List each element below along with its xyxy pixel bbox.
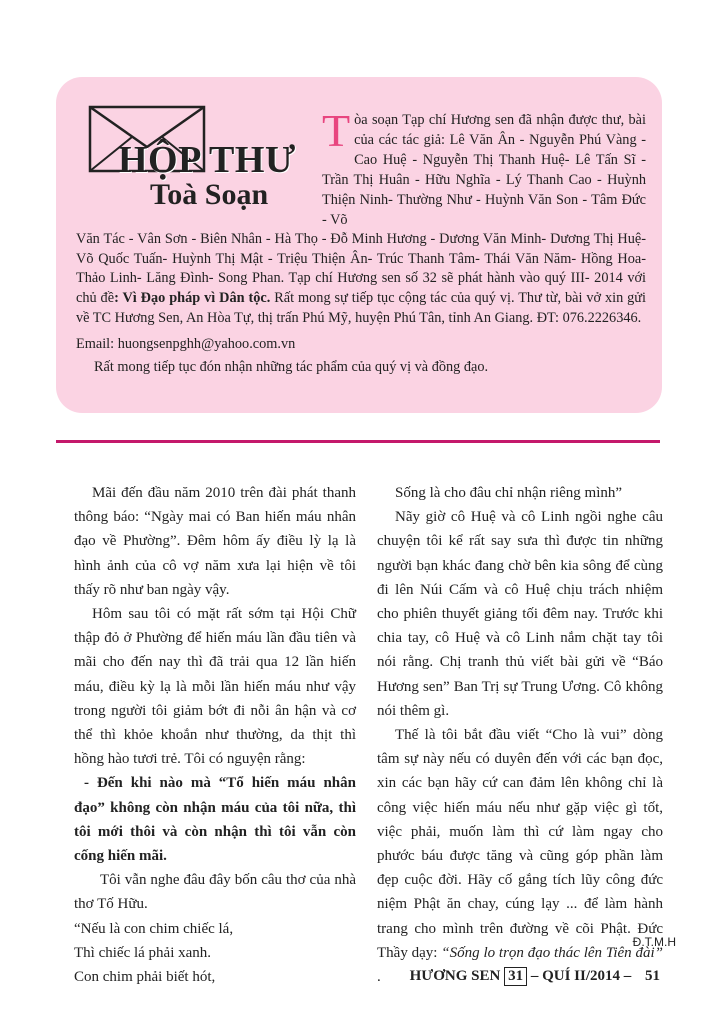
issue-theme: : Vì Đạo pháp vì Dân tộc. bbox=[114, 290, 271, 307]
article-text: Thế là tôi bắt đầu viết “Cho là vui” dòng tâm sự này nếu có duyên đến với các bạn đọc, xin các bạn hãy cứ can đảm lên không chỉ là công việc hiến máu nếu như gặp việc gì tốt, việc phải, muốn làm thì cứ làm ngay cho phước báu được tăng và cũng góp phần làm đẹp cuộc đời. Hãy cố gắng tích lũy công đức niệm Phật ăn chay, cúng lạy ... để làm hành trang cho mình trên đường về cõi Phật. Đức Thầy dạy: bbox=[377, 727, 663, 961]
section-divider bbox=[56, 440, 660, 443]
poem-line: Sống là cho đâu chỉ nhận riêng mình” bbox=[395, 485, 623, 501]
master-quote: “Sống lo trọn đạo thác lên Tiên đài” bbox=[441, 944, 663, 961]
intro-paragraph-top bbox=[322, 105, 646, 230]
intro-text-bottom bbox=[76, 230, 646, 329]
poem-line: Thì chiếc lá phải xanh. bbox=[74, 944, 212, 961]
article-column-left bbox=[74, 481, 356, 989]
poem-line: Con chim phải biết hót, bbox=[74, 969, 216, 986]
intro-paragraph-bottom bbox=[76, 230, 646, 378]
mailbox-subtitle: Toà Soạn bbox=[150, 178, 269, 211]
quarter-label: – QUÍ II/2014 – bbox=[530, 968, 632, 984]
intro-text-top: òa soạn Tạp chí Hương sen đã nhận được thư, bài của các tác giả: Lê Văn Ân - Nguyễn Phú Vàng - Cao Huệ - Nguyễn Thị Thanh Huệ- Lê Tấn Sĩ - Trần Thị Huân - Hữu Nghĩa - Lý Thanh Cao - Huỳnh Thiện Ninh- Thường Như - Huỳnh Văn Son - Tâm Đức - Võ bbox=[322, 112, 646, 228]
article-paragraph: Tôi vẫn nghe đâu đây bốn câu thơ của nhà thơ Tố Hữu. bbox=[74, 872, 356, 913]
poem-line: “Nếu là con chim chiếc lá, bbox=[74, 920, 234, 937]
author-signature: Đ.T.M.H bbox=[632, 935, 676, 949]
thanks-note: Rất mong tiếp tục đón nhận những tác phẩm của quý vị và đồng đạo. bbox=[94, 359, 489, 376]
article-text-end: . bbox=[377, 969, 381, 986]
issue-number: 31 bbox=[504, 967, 527, 986]
article-paragraph bbox=[377, 723, 663, 989]
article-paragraph: Hôm sau tôi có mặt rất sớm tại Hội Chữ thập đỏ ở Phường để hiến máu lần đầu tiên và mãi cho đến nay thì đã trải qua 12 lần hiến máu, điều kỳ lạ là mỗi lần hiến máu như vậy trong người tôi giảm bớt đi nỗi ân hận và cơ thể thì khỏe khoắn như thường, da thịt thì hồng hào tươi trẻ. Tôi có nguyện rằng: bbox=[74, 606, 356, 768]
article-column-right bbox=[377, 481, 663, 989]
article-bold-pledge: - Đến khi nào mà “Tổ hiến máu nhân đạo” không còn nhận máu của tôi nữa, thì tôi mới thôi và còn nhận thì tôi vẫn còn cống hiến mãi. bbox=[74, 775, 356, 865]
intro-text-part2: Rất mong sự tiếp tục cộng tác của quý vị. Thư từ, bài vở xin gửi về TC Hương Sen, An Hòa Tự, thị trấn Phú Mỹ, huyện Phú Tân, tỉnh An Giang. ĐT: 076.2226346. bbox=[76, 290, 646, 326]
mailbox-title: HỘP THƯ bbox=[118, 139, 296, 181]
page-number: 51 bbox=[645, 968, 660, 984]
intro-text-part1: Văn Tác - Vân Sơn - Biên Nhân - Hà Thọ - Đỗ Minh Hương - Dương Văn Minh- Dương Thị Huệ- Võ Quốc Tuấn- Huỳnh Thị Mật - Triệu Thiện Ân- Trúc Thanh Tâm- Thái Văn Năm- Hồng Hoa- Thảo Linh- Lăng Đình- Song Phan. Tạp chí Hương sen số 32 sẽ phát hành vào quý III- 2014 với chủ đề bbox=[76, 231, 646, 307]
article-paragraph: Mãi đến đầu năm 2010 trên đài phát thanh thông báo: “Ngày mai có Ban hiến máu nhân đạo về Phường”. Đêm hôm ấy điều lỳ lạ là hình ảnh của cô vợ năm xưa lại hiện về tôi thấy rõ như ban ngày vậy. bbox=[74, 485, 356, 598]
contact-email: Email: huongsenpghh@yahoo.com.vn bbox=[76, 335, 296, 352]
drop-cap: T bbox=[322, 105, 351, 156]
article-paragraph: Nãy giờ cô Huệ và cô Linh ngồi nghe câu chuyện tôi kể rất say sưa thì được tin những người bạn khác đang chờ bên kia sông để cùng đi lên Núi Cấm và cô Huệ chịu trách nhiệm cho phiên thuyết giảng tối đêm nay. Trước khi chia tay, cô Huệ và cô Linh nắm chặt tay tôi nói rằng. Chị tranh thủ viết bài gửi về “Báo Hương sen” Ban Trị sự Trung Ương. Cô không nói thêm gì. bbox=[377, 509, 663, 719]
page-footer bbox=[410, 967, 660, 986]
magazine-name: HƯƠNG SEN bbox=[409, 968, 501, 984]
